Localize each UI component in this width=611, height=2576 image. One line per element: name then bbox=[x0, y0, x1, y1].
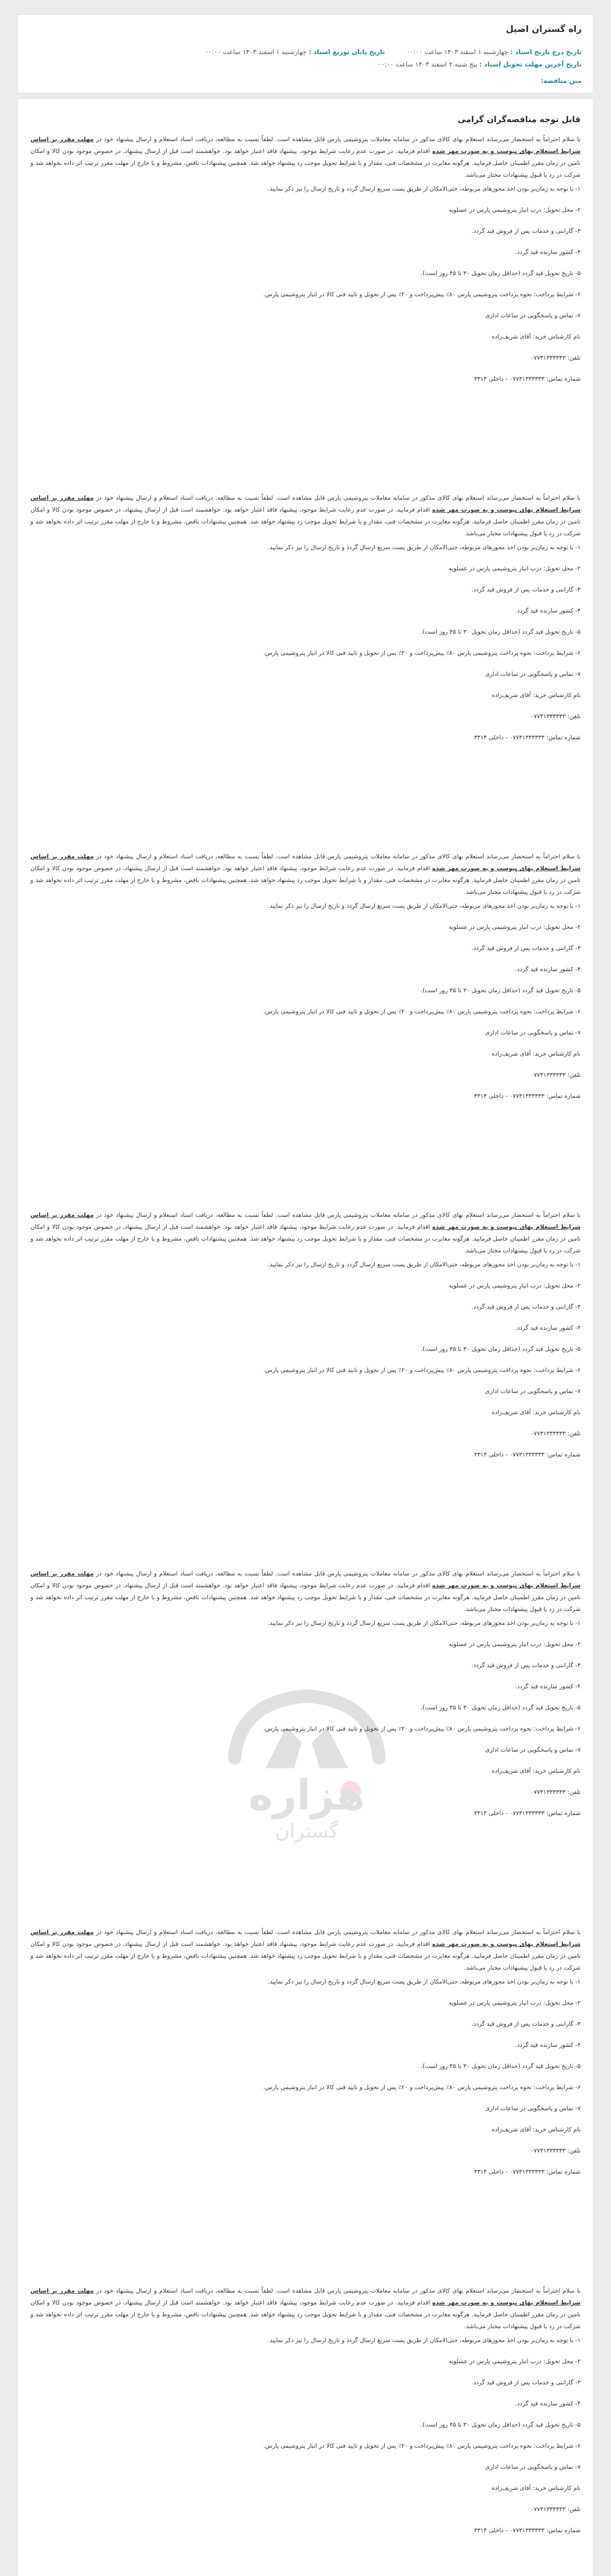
notice-item: ۱- با توجه به زمان‌بر بودن اخذ مجوزهای مربوطه، حتی‌الامکان از طریق پست سریع ارسال گردد و تاریخ ارسال را نیز ذکر نمایید. bbox=[268, 902, 581, 909]
spacer bbox=[30, 1777, 581, 1786]
date-row bbox=[29, 58, 582, 71]
para-bold: مهلت مقرر بر اساس شرایط استعلام بهای پیوست و به صورت مهر شده bbox=[30, 1570, 581, 1589]
spacer bbox=[30, 2452, 581, 2461]
spacer bbox=[30, 1756, 581, 1765]
notice-item: ۴- کشور سازنده قید گردد. bbox=[515, 607, 581, 614]
notice-item: ۳- گارانتی و خدمات پس از فروش قید گردد. bbox=[471, 586, 581, 593]
notice-item: تلفن: ۰۷۷۳۱۳۳۳۳۳۳ bbox=[530, 2505, 581, 2513]
para-end: اقدام فرمایید. در صورت عدم رعایت شرایط موجود، پیشنهاد فاقد اعتبار خواهد بود. خواهشمند است قبل از ارسال پیشنهاد، در خصوص موجود بودن کالا و امکان تامین در زمان مقرر اطمینان حاصل فرمایید. هرگونه مغایرت در مشخصات فنی، مقدار و یا شرایط تحویل موجب رد پیشنهاد خواهد شد. همچنین پیشنهادات ناقص، مشروط و یا خارج از مهلت مقرر ترتیب اثر داده نخواهد شد و شرکت در رد یا قبول پیشنهادات مختار می‌باشد. bbox=[30, 865, 581, 895]
spacer bbox=[30, 996, 581, 1006]
notice-block bbox=[30, 1568, 581, 1926]
notice-paragraph bbox=[30, 492, 581, 539]
notice-item: تلفن: ۰۷۷۳۱۳۳۳۳۳۳ bbox=[530, 1071, 581, 1078]
spacer bbox=[30, 343, 581, 352]
spacer bbox=[30, 1292, 581, 1301]
notice-item: ۴- کشور سازنده قید گردد. bbox=[515, 248, 581, 256]
date-value: چهارشنبه ۱ اسفند ۱۴۰۳ ساعت ۰۰:۰۰ bbox=[205, 48, 307, 56]
notice-item: شماره تماس: ۰۷۷۳۱۳۳۳۳۳۳ - داخلی ۳۳۱۴ bbox=[474, 734, 581, 741]
spacer bbox=[30, 574, 581, 584]
spacer bbox=[30, 279, 581, 289]
spacer bbox=[30, 2515, 581, 2524]
para-start: با سلام احتراماً به استحضار می‌رساند استعلام بهای کالای مذکور در سامانه معاملات پتروشیمی پارس قابل مشاهده است. لطفاً نسبت به مطالعه، دریافت اسناد استعلام و ارسال پیشنهاد خود در bbox=[93, 853, 581, 860]
spacer bbox=[30, 1018, 581, 1027]
para-start: با سلام احتراماً به استحضار می‌رساند استعلام بهای کالای مذکور در سامانه معاملات پتروشیمی پارس قابل مشاهده است. لطفاً نسبت به مطالعه، دریافت اسناد استعلام و ارسال پیشنهاد خود در bbox=[93, 1928, 581, 1936]
notice-item: ۵- تاریخ تحویل قید گردد (حداقل زمان تحویل ۳۰ تا ۴۵ روز است). bbox=[420, 269, 581, 277]
date-value: پنج شنبه ۲ اسفند ۱۴۰۳ ساعت ۰۰:۰۰ bbox=[377, 60, 477, 68]
spacer bbox=[30, 954, 581, 963]
para-start: با سلام احتراماً به استحضار می‌رساند استعلام بهای کالای مذکور در سامانه معاملات پتروشیمی پارس قابل مشاهده است. لطفاً نسبت به مطالعه، دریافت اسناد استعلام و ارسال پیشنهاد خود در bbox=[93, 135, 581, 143]
para-end: اقدام فرمایید. در صورت عدم رعایت شرایط موجود، پیشنهاد فاقد اعتبار خواهد بود. خواهشمند است قبل از ارسال پیشنهاد، در خصوص موجود بودن کالا و امکان تامین در زمان مقرر اطمینان حاصل فرمایید. هرگونه مغایرت در مشخصات فنی، مقدار و یا شرایط تحویل موجب رد پیشنهاد خواهد شد. همچنین پیشنهادات ناقص، مشروط و یا خارج از مهلت مقرر ترتیب اثر داده نخواهد شد و شرکت در رد یا قبول پیشنهادات مختار می‌باشد. bbox=[30, 2299, 581, 2330]
spacer bbox=[30, 237, 581, 246]
notice-item: ۴- کشور سازنده قید گردد. bbox=[515, 1683, 581, 1690]
notice-item: تلفن: ۰۷۷۳۱۳۳۳۳۳۳ bbox=[530, 354, 581, 361]
spacer bbox=[30, 364, 581, 373]
date-value: چهارشنبه ۱ اسفند ۱۴۰۳ ساعت ۰۰:۰۰ bbox=[406, 48, 508, 56]
notice-item: ۵- تاریخ تحویل قید گردد (حداقل زمان تحویل ۳۰ تا ۴۵ روز است). bbox=[420, 2421, 581, 2428]
date-row bbox=[29, 46, 582, 58]
para-start: با سلام احتراماً به استحضار می‌رساند استعلام بهای کالای مذکور در سامانه معاملات پتروشیمی پارس قابل مشاهده است. لطفاً نسبت به مطالعه، دریافت اسناد استعلام و ارسال پیشنهاد خود در bbox=[93, 2287, 581, 2294]
spacer bbox=[30, 1039, 581, 1048]
notice-item: ۴- کشور سازنده قید گردد. bbox=[515, 2400, 581, 2407]
notice-paragraph bbox=[30, 851, 581, 898]
notice-item: ۷- تماس و پاسخگویی در ساعات اداری bbox=[485, 2463, 581, 2470]
para-start: با سلام احتراماً به استحضار می‌رساند استعلام بهای کالای مذکور در سامانه معاملات پتروشیمی پارس قابل مشاهده است. لطفاً نسبت به مطالعه، دریافت اسناد استعلام و ارسال پیشنهاد خود در bbox=[93, 494, 581, 501]
notice-item: نام کارشناس خرید: آقای شریف‌زاده bbox=[491, 333, 581, 340]
tender-body-card bbox=[18, 98, 593, 2576]
notice-item: ۲- محل تحویل: درب انبار پتروشیمی پارس در عسلویه bbox=[449, 1640, 581, 1648]
para-bold: مهلت مقرر بر اساس شرایط استعلام بهای پیوست و به صورت مهر شده bbox=[30, 1928, 581, 1947]
notice-item: ۳- گارانتی و خدمات پس از فروش قید گردد. bbox=[471, 227, 581, 234]
date-item-end bbox=[205, 46, 385, 58]
notice-item: نام کارشناس خرید: آقای شریف‌زاده bbox=[491, 1767, 581, 1774]
body-heading: قابل توجه مناقصه‌گران گرامی bbox=[457, 114, 581, 124]
spacer bbox=[30, 2157, 581, 2166]
notice-item: ۴- کشور سازنده قید گردد. bbox=[515, 1324, 581, 1331]
spacer bbox=[30, 1735, 581, 1744]
logo-text: هزاره bbox=[249, 1771, 365, 1819]
para-bold: مهلت مقرر بر اساس شرایط استعلام بهای پیوست و به صورت مهر شده bbox=[30, 1211, 581, 1230]
notice-item: نام کارشناس خرید: آقای شریف‌زاده bbox=[491, 1409, 581, 1416]
company-title: راه گستران اصیل bbox=[506, 24, 582, 35]
notice-item: نام کارشناس خرید: آقای شریف‌زاده bbox=[491, 1050, 581, 1057]
spacer bbox=[30, 1798, 581, 1807]
spacer bbox=[30, 2093, 581, 2103]
notice-item: شماره تماس: ۰۷۷۳۱۳۳۳۳۳۳ - داخلی ۳۳۱۴ bbox=[474, 1092, 581, 1099]
notice-item: ۷- تماس و پاسخگویی در ساعات اداری bbox=[485, 1029, 581, 1036]
notice-item: ۵- تاریخ تحویل قید گردد (حداقل زمان تحویل ۳۰ تا ۴۵ روز است). bbox=[420, 628, 581, 635]
tender-header-card bbox=[18, 14, 593, 93]
spacer bbox=[30, 1629, 581, 1638]
notice-item: ۱- با توجه به زمان‌بر بودن اخذ مجوزهای مربوطه، حتی‌الامکان از طریق پست سریع ارسال گردد و تاریخ ارسال را نیز ذکر نمایید. bbox=[268, 544, 581, 551]
notice-item: ۶- شرایط پرداخت: نحوه پرداخت پتروشیمی پارس ۸۰٪ پیش‌پرداخت و ۲۰٪ پس از تحویل و تایید فنی کالا در انبار پتروشیمی پارس. bbox=[263, 1725, 581, 1732]
notice-item: تلفن: ۰۷۷۳۱۳۳۳۳۳۳ bbox=[530, 1430, 581, 1437]
notice-item: ۱- با توجه به زمان‌بر بودن اخذ مجوزهای مربوطه، حتی‌الامکان از طریق پست سریع ارسال گردد و تاریخ ارسال را نیز ذکر نمایید. bbox=[268, 1261, 581, 1268]
notice-item: شماره تماس: ۰۷۷۳۱۳۳۳۳۳۳ - داخلی ۳۳۱۴ bbox=[474, 2168, 581, 2175]
para-bold: مهلت مقرر بر اساس شرایط استعلام بهای پیوست و به صورت مهر شده bbox=[30, 494, 581, 513]
spacer bbox=[30, 2410, 581, 2419]
spacer bbox=[30, 975, 581, 985]
notice-item: ۴- کشور سازنده قید گردد. bbox=[515, 2041, 581, 2048]
notice-item: ۶- شرایط پرداخت: نحوه پرداخت پتروشیمی پارس ۸۰٪ پیش‌پرداخت و ۲۰٪ پس از تحویل و تایید فنی کالا در انبار پتروشیمی پارس. bbox=[263, 2083, 581, 2091]
spacer bbox=[30, 1692, 581, 1702]
para-end: اقدام فرمایید. در صورت عدم رعایت شرایط موجود، پیشنهاد فاقد اعتبار خواهد بود. خواهشمند است قبل از ارسال پیشنهاد، در خصوص موجود بودن کالا و امکان تامین در زمان مقرر اطمینان حاصل فرمایید. هرگونه مغایرت در مشخصات فنی، مقدار و یا شرایط تحویل موجب رد پیشنهاد خواهد شد. همچنین پیشنهادات ناقص، مشروط و یا خارج از مهلت مقرر ترتیب اثر داده نخواهد شد و شرکت در رد یا قبول پیشنهادات مختار می‌باشد. bbox=[30, 506, 581, 537]
notice-block bbox=[30, 492, 581, 851]
spacer bbox=[30, 2114, 581, 2124]
notice-item: تلفن: ۰۷۷۳۱۳۳۳۳۳۳ bbox=[530, 2147, 581, 2154]
para-bold: مهلت مقرر بر اساس شرایط استعلام بهای پیوست و به صورت مهر شده bbox=[30, 2287, 581, 2306]
spacer bbox=[30, 1671, 581, 1681]
notice-item: ۶- شرایط پرداخت: نحوه پرداخت پتروشیمی پارس ۸۰٪ پیش‌پرداخت و ۲۰٪ پس از تحویل و تایید فنی کالا در انبار پتروشیمی پارس. bbox=[263, 649, 581, 656]
notice-item: ۵- تاریخ تحویل قید گردد (حداقل زمان تحویل ۳۰ تا ۴۵ روز است). bbox=[420, 1345, 581, 1352]
spacer bbox=[30, 1270, 581, 1280]
notice-paragraph bbox=[30, 1209, 581, 1257]
spacer bbox=[30, 2431, 581, 2440]
notice-item: نام کارشناس خرید: آقای شریف‌زاده bbox=[491, 2484, 581, 2492]
notice-paragraph bbox=[30, 133, 581, 181]
date-item-deadline bbox=[377, 58, 582, 71]
notice-item: ۶- شرایط پرداخت: نحوه پرداخت پتروشیمی پارس ۸۰٪ پیش‌پرداخت و ۲۰٪ پس از تحویل و تایید فنی کالا در انبار پتروشیمی پارس. bbox=[263, 291, 581, 298]
notice-block bbox=[30, 851, 581, 1209]
notice-item: ۱- با توجه به زمان‌بر بودن اخذ مجوزهای مربوطه، حتی‌الامکان از طریق پست سریع ارسال گردد و تاریخ ارسال را نیز ذکر نمایید. bbox=[268, 2336, 581, 2344]
notice-item: تلفن: ۰۷۷۳۱۳۳۳۳۳۳ bbox=[530, 713, 581, 720]
notice-item: ۱- با توجه به زمان‌بر بودن اخذ مجوزهای مربوطه، حتی‌الامکان از طریق پست سریع ارسال گردد و تاریخ ارسال را نیز ذکر نمایید. bbox=[268, 185, 581, 192]
spacer bbox=[30, 933, 581, 942]
logo-subtext: گستران bbox=[275, 1820, 339, 1842]
notice-item: ۲- محل تحویل: درب انبار پتروشیمی پارس در عسلویه bbox=[449, 206, 581, 213]
spacer bbox=[30, 1355, 581, 1364]
spacer bbox=[30, 2367, 581, 2377]
spacer bbox=[30, 300, 581, 310]
notice-blocks bbox=[30, 133, 581, 2576]
notice-item: ۳- گارانتی و خدمات پس از فروش قید گردد. bbox=[471, 2379, 581, 2386]
notice-item: ۶- شرایط پرداخت: نحوه پرداخت پتروشیمی پارس ۸۰٪ پیش‌پرداخت و ۲۰٪ پس از تحویل و تایید فنی کالا در انبار پتروشیمی پارس. bbox=[263, 1366, 581, 1374]
notice-item: نام کارشناس خرید: آقای شریف‌زاده bbox=[491, 691, 581, 699]
notice-item: تلفن: ۰۷۷۳۱۳۳۳۳۳۳ bbox=[530, 1788, 581, 1795]
notice-item: ۲- محل تحویل: درب انبار پتروشیمی پارس در عسلویه bbox=[449, 1282, 581, 1289]
notice-item: ۲- محل تحویل: درب انبار پتروشیمی پارس در عسلویه bbox=[449, 2358, 581, 2365]
spacer bbox=[30, 596, 581, 605]
spacer bbox=[30, 2072, 581, 2081]
spacer bbox=[30, 2136, 581, 2145]
spacer bbox=[30, 2494, 581, 2503]
spacer bbox=[30, 2009, 581, 2018]
notice-item: ۳- گارانتی و خدمات پس از فروش قید گردد. bbox=[471, 2020, 581, 2027]
notice-item: ۱- با توجه به زمان‌بر بودن اخذ مجوزهای مربوطه، حتی‌الامکان از طریق پست سریع ارسال گردد و تاریخ ارسال را نیز ذکر نمایید. bbox=[268, 1619, 581, 1626]
spacer bbox=[30, 1714, 581, 1723]
para-end: اقدام فرمایید. در صورت عدم رعایت شرایط موجود، پیشنهاد فاقد اعتبار خواهد بود. خواهشمند است قبل از ارسال پیشنهاد، در خصوص موجود بودن کالا و امکان تامین در زمان مقرر اطمینان حاصل فرمایید. هرگونه مغایرت در مشخصات فنی، مقدار و یا شرایط تحویل موجب رد پیشنهاد خواهد شد. همچنین پیشنهادات ناقص، مشروط و یا خارج از مهلت مقرر ترتیب اثر داده نخواهد شد و شرکت در رد یا قبول پیشنهادات مختار می‌باشد. bbox=[30, 1582, 581, 1613]
spacer bbox=[30, 617, 581, 626]
notice-item: ۳- گارانتی و خدمات پس از فروش قید گردد. bbox=[471, 1303, 581, 1310]
spacer bbox=[30, 321, 581, 331]
notice-block bbox=[30, 1209, 581, 1568]
spacer bbox=[30, 1081, 581, 1090]
para-bold: مهلت مقرر بر اساس شرایط استعلام بهای پیوست و به صورت مهر شده bbox=[30, 135, 581, 155]
notice-item: شماره تماس: ۰۷۷۳۱۳۳۳۳۳۳ - داخلی ۳۳۱۴ bbox=[474, 1809, 581, 1817]
spacer bbox=[30, 722, 581, 732]
spacer bbox=[30, 680, 581, 689]
notice-item: شماره تماس: ۰۷۷۳۱۳۳۳۳۳۳ - داخلی ۳۳۱۴ bbox=[474, 1451, 581, 1458]
notice-item: ۷- تماس و پاسخگویی در ساعات اداری bbox=[485, 1746, 581, 1753]
tender-text-link[interactable]: متن مناقصه: bbox=[540, 77, 582, 84]
notice-item: ۲- محل تحویل: درب انبار پتروشیمی پارس در عسلویه bbox=[449, 1999, 581, 2006]
spacer bbox=[30, 195, 581, 204]
spacer bbox=[30, 1376, 581, 1385]
para-end: اقدام فرمایید. در صورت عدم رعایت شرایط موجود، پیشنهاد فاقد اعتبار خواهد بود. خواهشمند است قبل از ارسال پیشنهاد، در خصوص موجود بودن کالا و امکان تامین در زمان مقرر اطمینان حاصل فرمایید. هرگونه مغایرت در مشخصات فنی، مقدار و یا شرایط تحویل موجب رد پیشنهاد خواهد شد. همچنین پیشنهادات ناقص، مشروط و یا خارج از مهلت مقرر ترتیب اثر داده نخواهد شد و شرکت در رد یا قبول پیشنهادات مختار می‌باشد. bbox=[30, 1223, 581, 1254]
notice-item: ۶- شرایط پرداخت: نحوه پرداخت پتروشیمی پارس ۸۰٪ پیش‌پرداخت و ۲۰٪ پس از تحویل و تایید فنی کالا در انبار پتروشیمی پارس. bbox=[263, 1008, 581, 1015]
spacer bbox=[30, 1060, 581, 1069]
notice-item: ۷- تماس و پاسخگویی در ساعات اداری bbox=[485, 2105, 581, 2112]
notice-item: ۱- با توجه به زمان‌بر بودن اخذ مجوزهای مربوطه، حتی‌الامکان از طریق پست سریع ارسال گردد و تاریخ ارسال را نیز ذکر نمایید. bbox=[268, 1978, 581, 1985]
spacer bbox=[30, 701, 581, 710]
notice-item: شماره تماس: ۰۷۷۳۱۳۳۳۳۳۳ - داخلی ۳۳۱۴ bbox=[474, 2527, 581, 2534]
notice-block bbox=[30, 1926, 581, 2285]
notice-item: ۳- گارانتی و خدمات پس از فروش قید گردد. bbox=[471, 1662, 581, 1669]
page-wrapper bbox=[18, 14, 593, 2576]
notice-item: ۳- گارانتی و خدمات پس از فروش قید گردد. bbox=[471, 944, 581, 952]
date-label: تاریخ درج تاریخ اسناد : bbox=[510, 48, 582, 56]
date-item-publish bbox=[406, 46, 582, 58]
para-end: اقدام فرمایید. در صورت عدم رعایت شرایط موجود، پیشنهاد فاقد اعتبار خواهد بود. خواهشمند است قبل از ارسال پیشنهاد، در خصوص موجود بودن کالا و امکان تامین در زمان مقرر اطمینان حاصل فرمایید. هرگونه مغایرت در مشخصات فنی، مقدار و یا شرایط تحویل موجب رد پیشنهاد خواهد شد. همچنین پیشنهادات ناقص، مشروط و یا خارج از مهلت مقرر ترتیب اثر داده نخواهد شد و شرکت در رد یا قبول پیشنهادات مختار می‌باشد. bbox=[30, 147, 581, 178]
spacer bbox=[30, 659, 581, 668]
date-label: تاریخ پایان توزیع اسناد : bbox=[308, 48, 385, 56]
spacer bbox=[30, 1988, 581, 1997]
spacer bbox=[30, 2051, 581, 2060]
spacer bbox=[30, 912, 581, 921]
para-start: با سلام احتراماً به استحضار می‌رساند استعلام بهای کالای مذکور در سامانه معاملات پتروشیمی پارس قابل مشاهده است. لطفاً نسبت به مطالعه، دریافت اسناد استعلام و ارسال پیشنهاد خود در bbox=[93, 1211, 581, 1218]
spacer bbox=[30, 638, 581, 647]
notice-item: ۶- شرایط پرداخت: نحوه پرداخت پتروشیمی پارس ۸۰٪ پیش‌پرداخت و ۲۰٪ پس از تحویل و تایید فنی کالا در انبار پتروشیمی پارس. bbox=[263, 2442, 581, 2449]
notice-paragraph bbox=[30, 1568, 581, 1615]
para-end: اقدام فرمایید. در صورت عدم رعایت شرایط موجود، پیشنهاد فاقد اعتبار خواهد بود. خواهشمند است قبل از ارسال پیشنهاد، در خصوص موجود بودن کالا و امکان تامین در زمان مقرر اطمینان حاصل فرمایید. هرگونه مغایرت در مشخصات فنی، مقدار و یا شرایط تحویل موجب رد پیشنهاد خواهد شد. همچنین پیشنهادات ناقص، مشروط و یا خارج از مهلت مقرر ترتیب اثر داده نخواهد شد و شرکت در رد یا قبول پیشنهادات مختار می‌باشد. bbox=[30, 1940, 581, 1971]
notice-item: شماره تماس: ۰۷۷۳۱۳۳۳۳۳۳ - داخلی ۳۳۱۴ bbox=[474, 375, 581, 382]
notice-item: ۷- تماس و پاسخگویی در ساعات اداری bbox=[485, 670, 581, 677]
notice-item: ۲- محل تحویل: درب انبار پتروشیمی پارس در عسلویه bbox=[449, 565, 581, 572]
notice-paragraph bbox=[30, 1926, 581, 1974]
notice-paragraph bbox=[30, 2285, 581, 2332]
spacer bbox=[30, 216, 581, 225]
spacer bbox=[30, 1334, 581, 1343]
notice-item: ۵- تاریخ تحویل قید گردد (حداقل زمان تحویل ۳۰ تا ۴۵ روز است). bbox=[420, 2062, 581, 2070]
spacer bbox=[30, 2346, 581, 2355]
notice-item: ۲- محل تحویل: درب انبار پتروشیمی پارس در عسلویه bbox=[449, 923, 581, 930]
spacer bbox=[30, 2030, 581, 2039]
notice-item: ۷- تماس و پاسخگویی در ساعات اداری bbox=[485, 1387, 581, 1395]
para-start: با سلام احتراماً به استحضار می‌رساند استعلام بهای کالای مذکور در سامانه معاملات پتروشیمی پارس قابل مشاهده است. لطفاً نسبت به مطالعه، دریافت اسناد استعلام و ارسال پیشنهاد خود در bbox=[93, 1570, 581, 1577]
spacer bbox=[30, 1418, 581, 1428]
spacer bbox=[30, 2473, 581, 2482]
spacer bbox=[30, 2388, 581, 2398]
date-label: تاریخ آخرین مهلت تحویل اسناد : bbox=[479, 60, 582, 68]
spacer bbox=[30, 1439, 581, 1449]
notice-item: ۵- تاریخ تحویل قید گردد (حداقل زمان تحویل ۳۰ تا ۴۵ روز است). bbox=[420, 987, 581, 994]
notice-item: نام کارشناس خرید: آقای شریف‌زاده bbox=[491, 2126, 581, 2133]
spacer bbox=[30, 1313, 581, 1322]
notice-item: ۷- تماس و پاسخگویی در ساعات اداری bbox=[485, 312, 581, 319]
notice-item: ۵- تاریخ تحویل قید گردد (حداقل زمان تحویل ۳۰ تا ۴۵ روز است). bbox=[420, 1704, 581, 1711]
notice-item: ۴- کشور سازنده قید گردد. bbox=[515, 965, 581, 973]
spacer bbox=[30, 553, 581, 563]
notice-block bbox=[30, 133, 581, 492]
spacer bbox=[30, 258, 581, 267]
notice-block bbox=[30, 2285, 581, 2576]
para-bold: مهلت مقرر بر اساس شرایط استعلام بهای پیوست و به صورت مهر شده bbox=[30, 853, 581, 872]
spacer bbox=[30, 1650, 581, 1659]
spacer bbox=[30, 1397, 581, 1406]
